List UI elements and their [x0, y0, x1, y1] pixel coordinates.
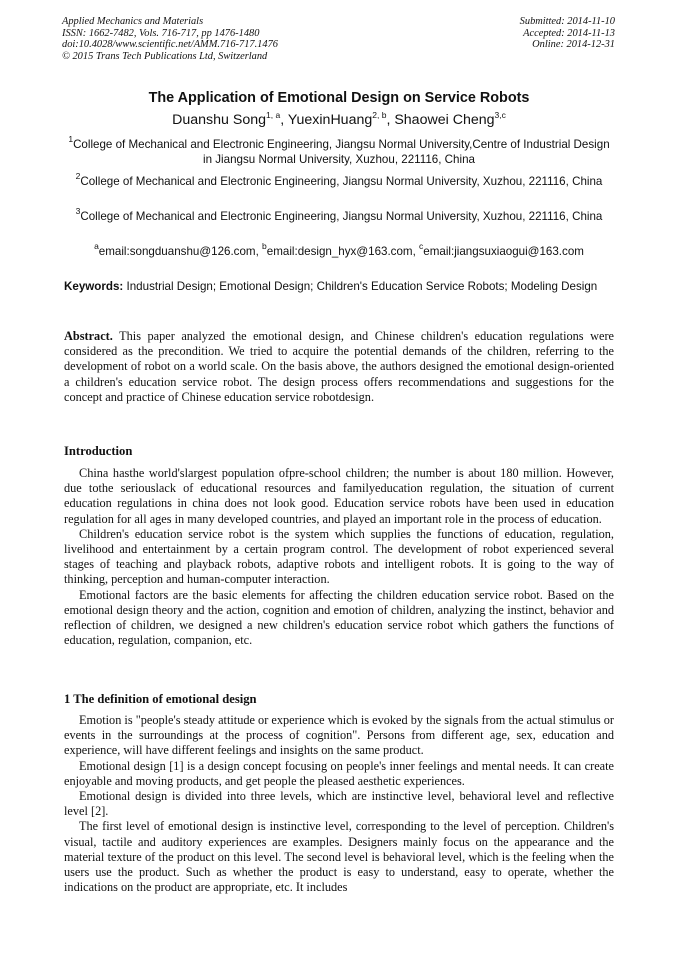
paragraph: Emotional factors are the basic elements for affecting the children education service robot. Based on the emotional design theory and the action, cognition and emotion of children, analyzing the instinct, behavior and reflection of children, we designed a new children's education service robot which gathers the functions of education, regulation, companion, etc. — [64, 587, 614, 648]
paper-title: The Application of Emotional Design on Service Robots — [148, 90, 530, 106]
affiliation-1: $^1$College of Mechanical and Electronic Engineering, Jiangsu Normal University,Centre of Industrial Design in Jiangsu Normal University, Xuzhou, 221116, China — [68, 134, 610, 166]
section-1-body — [64, 713, 614, 895]
author-superscript: 2, b — [372, 110, 387, 120]
paragraph: Emotion is "people's steady attitude or experience which is evoked by the signals from the actual stimulus or events in the surroundings at the process of cognition". Persons from different age, sex, education and experience, will have different feelings and insights on the same product. — [64, 713, 614, 758]
section-1-heading: 1 The definition of emotional design — [64, 692, 257, 706]
online-date: Online: 2014-12-31 — [532, 39, 615, 51]
abstract-label: Abstract. — [64, 329, 113, 343]
paragraph: The first level of emotional design is instinctive level, corresponding to the level of perception. Children's visual, tactile and auditory experiences are examples. Designers mainly focus on the appearance and the material texture of the product on this level. The second level is behavioral level, which is the feeling when the users use the product. Such as whether the product is easy to understand, easy to operate, whether the indications on the product are appropriate, etc. It includes — [64, 819, 614, 895]
paragraph: Emotional design [1] is a design concept focusing on people's inner feelings and mental needs. It can create enjoyable and moving products, and get people the pleased aesthetic experiences. — [64, 758, 614, 788]
affiliation-3: $^3$College of Mechanical and Electronic Engineering, Jiangsu Normal University, Xuzhou, 221116, China — [75, 206, 603, 223]
journal-name: Applied Mechanics and Materials — [62, 16, 204, 27]
publication-dates — [520, 16, 615, 51]
introduction-heading: Introduction — [64, 444, 133, 458]
paragraph: China hasthe world'slargest population ofpre-school children; the number is about 180 million. However, due tothe seriouslack of educational resources and familyeducation regulation, the situation of current education regulations in china does not look good. Education service robots have been used in education regulation for all ages in many developed countries, and played an important role in the process of education. — [64, 466, 614, 526]
email-line: $^a$email:songduanshu@126.com, $^b$email:design_hyx@163.com, $^c$email:jiangsuxiaogui@163.com — [94, 241, 584, 258]
author-name: YuexinHuang — [287, 112, 373, 128]
introduction-body — [64, 466, 614, 648]
affiliation-2: $^2$College of Mechanical and Electronic Engineering, Jiangsu Normal University, Xuzhou, 221116, China — [75, 171, 603, 188]
abstract-text: This paper analyzed the emotional design, and Chinese children's education regulations were considered as the precondition. We tried to acquire the potential demands of the children, referring to the development of robot on a world scale. On the basis above, the authors designed the emotional design-oriented a children's education service robot. The design process offers recommendations and suggestions for the concept and practice of Chinese education service robotdesign. — [64, 329, 614, 404]
keywords-label: Keywords: — [64, 280, 124, 293]
author-name: Duanshu Song — [172, 112, 267, 128]
author-name: Shaowei Cheng — [394, 112, 495, 128]
paragraph: Children's education service robot is the system which supplies the functions of education, regulation, livelihood and entertainment by a certain program control. The development of robot experienced several stages of teaching and playback robots, adaptive robots and intelligent robots. It is going to the way of thinking, perception and human-computer interaction. — [64, 526, 614, 587]
keywords — [64, 279, 614, 294]
author-list: Duanshu Song$^{1, a}$, YuexinHuang$^{2, b}$, Shaowei Cheng$^{3,c}$ — [172, 110, 506, 128]
abstract — [64, 329, 614, 405]
paragraph: Emotional design is divided into three levels, which are instinctive level, behavioral level and reflective level [2]. — [64, 789, 614, 819]
doi-line: doi:10.4028/www.scientific.net/AMM.716-717.1476 — [62, 39, 278, 51]
submitted-date: Submitted: 2014-11-10 — [519, 16, 615, 27]
keywords-text: Industrial Design; Emotional Design; Children's Education Service Robots; Modeling Design — [123, 280, 598, 293]
author-superscript: 3,c — [494, 110, 506, 120]
accepted-date: Accepted: 2014-11-13 — [523, 27, 615, 39]
copyright-line: © 2015 Trans Tech Publications Ltd, Switzerland — [62, 50, 268, 62]
author-superscript: 1, a — [266, 110, 281, 120]
publication-info — [62, 16, 278, 62]
issn-line: ISSN: 1662-7482, Vols. 716-717, pp 1476-1480 — [62, 27, 260, 39]
